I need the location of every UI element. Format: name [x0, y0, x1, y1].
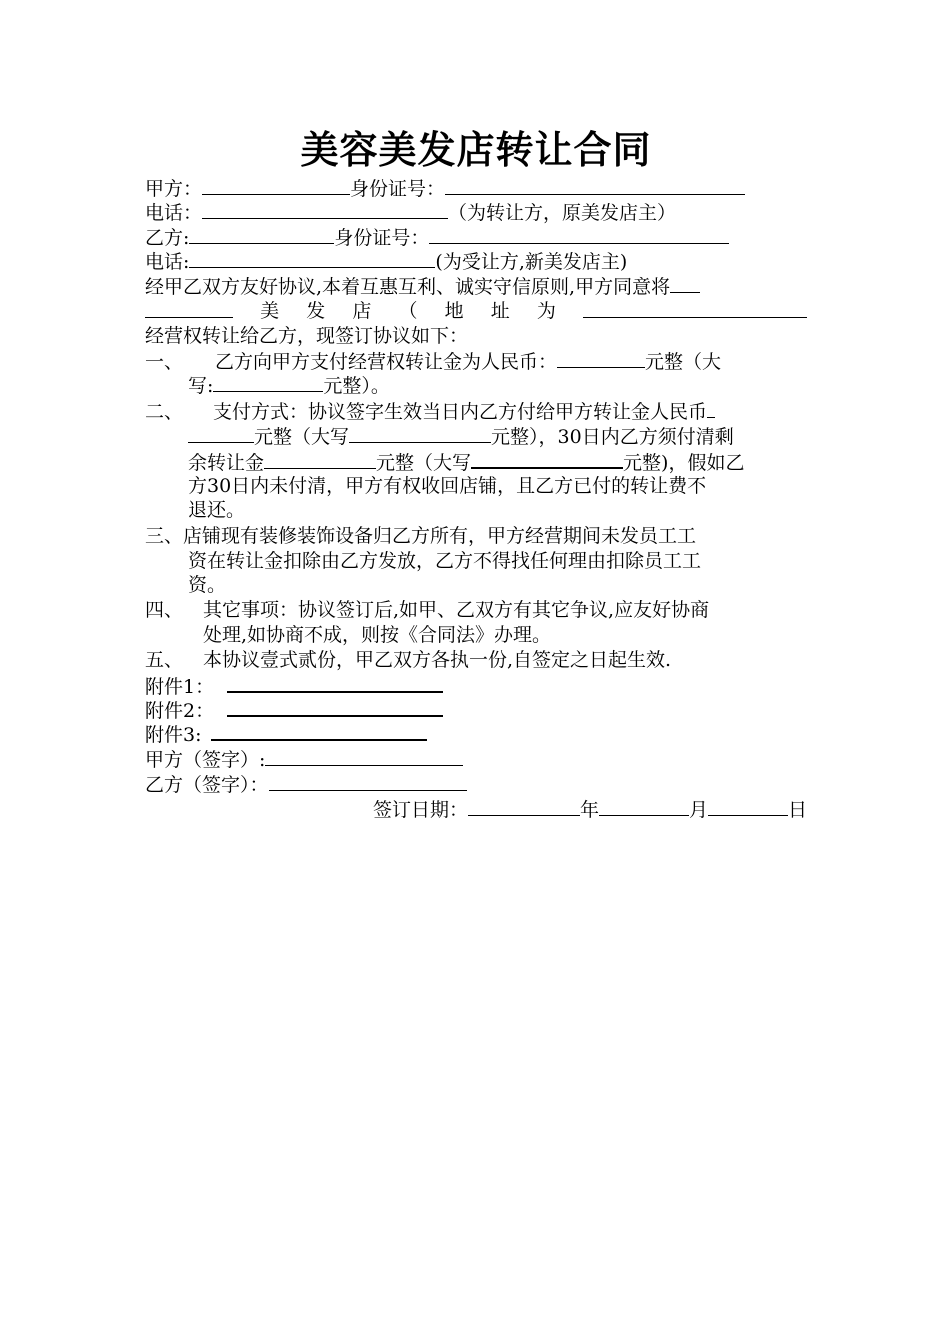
party-a-row	[145, 176, 807, 201]
party-b-row	[145, 225, 807, 250]
intro-char: 地	[444, 300, 464, 322]
month-blank[interactable]	[599, 797, 689, 816]
clause-2-line-5: 退还。	[188, 499, 246, 521]
clause-1-line-2	[188, 373, 807, 398]
clause-4-number: 四、	[145, 599, 184, 621]
attachment-3-blank[interactable]	[211, 721, 427, 741]
intro-char: 发	[306, 300, 326, 322]
party-b-phone-row	[145, 249, 807, 274]
attachment-1-row	[145, 673, 807, 699]
party-a-signature-label: 甲方（签字）:	[145, 749, 266, 771]
clause-2-line-1	[145, 399, 807, 424]
clause-2-line-4: 方30日内未付清，甲方有权收回店铺，且乙方已付的转让费不	[188, 475, 707, 497]
clause-1-text: 元整（大	[645, 351, 722, 373]
month-label: 月	[688, 799, 708, 821]
address-blank[interactable]	[583, 299, 807, 318]
party-a-signature-row	[145, 747, 807, 772]
clause-2-text: 元整)，假如乙	[623, 452, 745, 474]
clause-2-text: 元整（大写	[254, 426, 350, 448]
party-a-signature-blank[interactable]	[265, 747, 463, 766]
clause-2-number: 二、	[145, 401, 184, 423]
party-a-id-blank[interactable]	[445, 176, 745, 195]
clause-5-text: 本协议壹式贰份，甲乙双方各执一份,自签定之日起生效.	[203, 649, 672, 671]
clause-1-capital-blank[interactable]	[213, 373, 323, 392]
clause-2-remain-capital-blank[interactable]	[471, 449, 623, 469]
clause-1-text: 乙方向甲方支付经营权转让金为人民币：	[215, 351, 558, 373]
clause-3-line-2: 资在转让金扣除由乙方发放，乙方不得找任何理由扣除员工工	[188, 550, 702, 572]
attachment-1-label: 附件1：	[145, 676, 215, 698]
intro-line-3: 经营权转让给乙方，现签订协议如下：	[145, 325, 469, 347]
clause-2-text: 余转让金	[188, 452, 265, 474]
clause-2-text: 元整），30日内乙方须付清剩	[491, 426, 734, 448]
intro-char: 美	[260, 300, 280, 322]
clause-1-amount-blank[interactable]	[557, 349, 645, 368]
day-label: 日	[787, 799, 807, 821]
party-a-id-label: 身份证号：	[350, 178, 446, 200]
party-b-phone-label: 电话:	[145, 251, 190, 273]
party-b-name-blank[interactable]	[189, 225, 334, 244]
clause-2-text: 元整（大写	[376, 452, 472, 474]
clause-2-line-3	[188, 449, 807, 475]
clause-2-capital-blank[interactable]	[349, 424, 491, 443]
intro-line-2	[145, 299, 807, 323]
clause-3-line-3: 资。	[188, 574, 227, 596]
clause-4-line-1	[145, 598, 807, 622]
party-b-id-blank[interactable]	[429, 225, 729, 244]
attachment-1-blank[interactable]	[227, 673, 443, 693]
party-a-phone-row	[145, 200, 807, 225]
party-a-phone-label: 电话：	[145, 202, 203, 224]
party-a-phone-blank[interactable]	[202, 200, 448, 219]
party-b-id-label: 身份证号：	[334, 227, 430, 249]
party-b-signature-row	[145, 772, 807, 797]
attachment-2-row	[145, 697, 807, 723]
document-title: 美容美发店转让合同	[300, 127, 652, 172]
attachment-2-blank[interactable]	[227, 697, 443, 717]
intro-char: （	[398, 300, 418, 322]
attachment-3-label: 附件3:	[145, 724, 202, 746]
clause-1-line-1	[145, 349, 807, 374]
clause-2-line-2	[188, 424, 807, 449]
clause-4-line-2: 处理,如协商不成，则按《合同法》办理。	[203, 624, 552, 646]
year-blank[interactable]	[468, 797, 580, 816]
attachment-3-row	[145, 721, 807, 747]
day-blank[interactable]	[708, 797, 788, 816]
party-b-signature-blank[interactable]	[269, 772, 467, 791]
intro-blank-1[interactable]	[670, 274, 700, 293]
clause-2-remain-blank[interactable]	[264, 450, 376, 469]
intro-line-1	[145, 274, 807, 299]
clause-2-amount-blank[interactable]	[188, 424, 254, 443]
sign-date-label: 签订日期：	[372, 799, 468, 821]
party-b-phone-blank[interactable]	[189, 249, 435, 268]
clause-4-text: 其它事项：协议签订后,如甲、乙双方有其它争议,应友好协商	[203, 599, 710, 621]
sign-date-row	[145, 797, 807, 822]
clause-5-number: 五、	[145, 649, 184, 671]
year-label: 年	[579, 799, 599, 821]
party-a-phone-note: （为转让方，原美发店主）	[448, 202, 677, 224]
clause-5-line	[145, 648, 807, 672]
clause-1-text: 写:	[188, 375, 214, 397]
party-b-label: 乙方:	[145, 227, 190, 249]
clause-1-text: 元整）。	[323, 375, 390, 397]
clause-1-number: 一、	[145, 351, 184, 373]
party-a-name-blank[interactable]	[202, 176, 350, 195]
intro-char: 址	[490, 300, 510, 322]
intro-char: 为	[536, 300, 556, 322]
shop-name-blank[interactable]	[145, 299, 233, 318]
intro-char: 店	[352, 300, 372, 322]
party-a-label: 甲方：	[145, 178, 203, 200]
attachment-2-label: 附件2：	[145, 700, 215, 722]
clause-2-text: 支付方式：协议签字生效当日内乙方付给甲方转让金人民币	[213, 401, 708, 423]
clause-3-line-1: 三、店铺现有装修装饰设备归乙方所有，甲方经营期间未发员工工	[145, 525, 697, 547]
intro-text-1: 经甲乙双方友好协议,本着互惠互利、诚实守信原则,甲方同意将	[145, 276, 671, 298]
clause-2-blank[interactable]	[707, 399, 715, 418]
party-b-phone-note: (为受让方,新美发店主)	[435, 251, 628, 273]
party-b-signature-label: 乙方（签字）：	[145, 774, 269, 796]
